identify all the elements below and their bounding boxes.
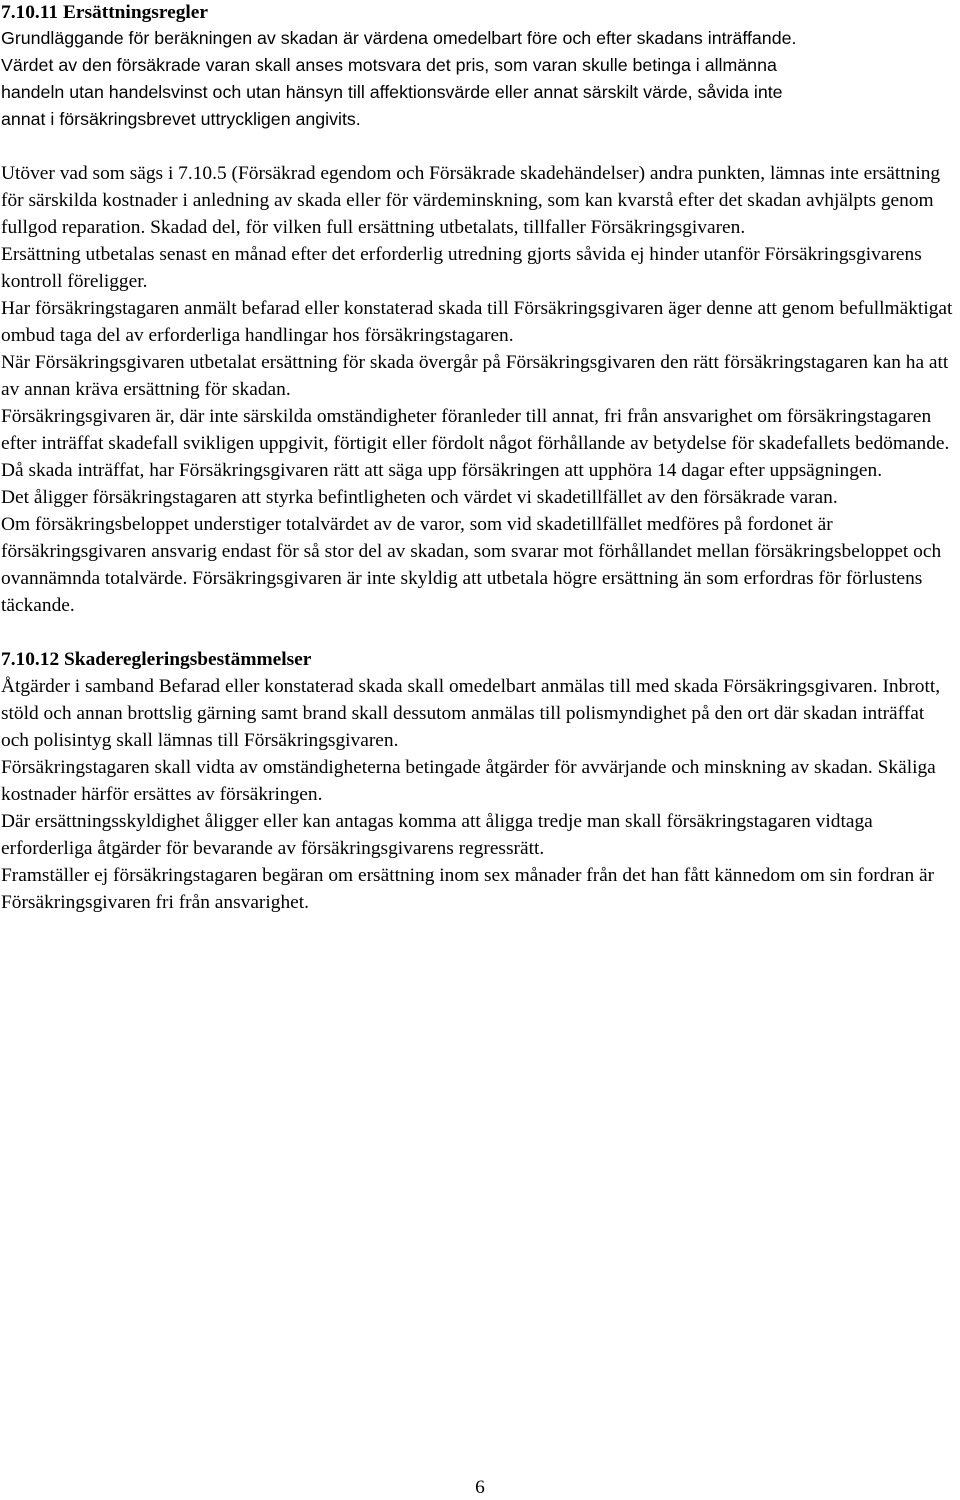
paragraph-utbetalning: Ersättning utbetalas senast en månad efter det erforderlig utredning gjorts såvida ej hinder utanför Försäkringsgivarens kontroll föreligger. (1, 244, 922, 292)
paragraph-ombud: Har försäkringstagaren anmält befarad eller konstaterad skada till Försäkringsgivaren äger denne att genom befullmäktigat ombud taga del av erforderliga handlingar hos försäkringstagaren. (1, 298, 953, 346)
paragraph-underforsakring: Om försäkringsbeloppet understiger totalvärdet av de varor, som vid skadetillfället medföres på fordonet är försäkringsgivaren ansvarig endast för så stor del av skadan, som svarar mot förhållandet mellan försäkringsbeloppet och ovannämnda totalvärde. Försäkringsgivaren är inte skyldig att utbetala högre ersättning än som erfordras för förlustens täckande. (1, 514, 942, 616)
paragraph-undantag: Utöver vad som sägs i 7.10.5 (Försäkrad egendom och Försäkrade skadehändelser) andra punkten, lämnas inte ersättning för särskilda kostnader i anledning av skada eller för värdeminskning, som kan kvarstå efter det skadan avhjälpts genom fullgod reparation. Skadad del, för vilken full ersättning utbetalats, tillfaller Försäkringsgivaren. (1, 163, 941, 238)
paragraph-regress: När Försäkringsgivaren utbetalat ersättning för skada övergår på Försäkringsgivaren den rätt försäkringstagaren kan ha att av annan kräva ersättning för skadan. (1, 352, 949, 400)
intro-line: Värdet av den försäkrade varan skall anses motsvara det pris, som varan skulle betinga i allmänna (1, 55, 777, 75)
paragraph-preskription: Framställer ej försäkringstagaren begäran om ersättning inom sex månader från det han fått kännedom om sin fordran är Försäkringsgivaren fri från ansvarighet. (1, 865, 935, 913)
section-heading-ersattningsregler: 7.10.11 Ersättningsregler (1, 2, 208, 23)
paragraph-gap (1, 619, 956, 646)
intro-block (1, 25, 956, 133)
intro-line: handeln utan handelsvinst och utan hänsyn till affektionsvärde eller annat särskilt värde, såvida inte (1, 82, 783, 102)
paragraph-ansvarighet: Försäkringsgivaren är, där inte särskilda omständigheter föranleder till annat, fri från ansvarighet om försäkringstagaren efter inträffat skadefall svikligen uppgivit, förtigit eller fördolt något förhållande av betydelse för skadefallets bedömande. (1, 406, 950, 454)
paragraph-bevisning: Det åligger försäkringstagaren att styrka befintligheten och värdet vi skadetillfället av den försäkrade varan. (1, 487, 838, 508)
document-body (1, 0, 956, 916)
paragraph-anmalan: Åtgärder i samband Befarad eller konstaterad skada skall omedelbart anmälas till med skada Försäkringsgivaren. Inbrott, stöld och annan brottslig gärning samt brand skall dessutom anmälas till polismyndighet på den ort där skadan inträffat och polisintyg skall lämnas till Försäkringsgivaren. (1, 676, 941, 751)
paragraph-gap (1, 133, 956, 160)
section-heading-skaderegleringsbestammelser: 7.10.12 Skaderegleringsbestämmelser (1, 649, 312, 670)
intro-line: Grundläggande för beräkningen av skadan är värdena omedelbart före och efter skadans inträffande. (1, 28, 797, 48)
paragraph-tredje-man: Där ersättningsskyldighet åligger eller kan antagas komma att åligga tredje man skall försäkringstagaren vidtaga erforderliga åtgärder för bevarande av försäkringsgivarens regressrätt. (1, 811, 873, 859)
paragraph-uppsagning: Då skada inträffat, har Försäkringsgivaren rätt att säga upp försäkringen att upphöra 14 dagar efter uppsägningen. (1, 460, 883, 481)
intro-line: annat i försäkringsbrevet uttryckligen angivits. (1, 109, 361, 129)
page-number: 6 (475, 1477, 485, 1498)
paragraph-avvarjande: Försäkringstagaren skall vidta av omständigheterna betingade åtgärder för avvärjande och minskning av skadan. Skäliga kostnader härför ersättes av försäkringen. (1, 757, 936, 805)
